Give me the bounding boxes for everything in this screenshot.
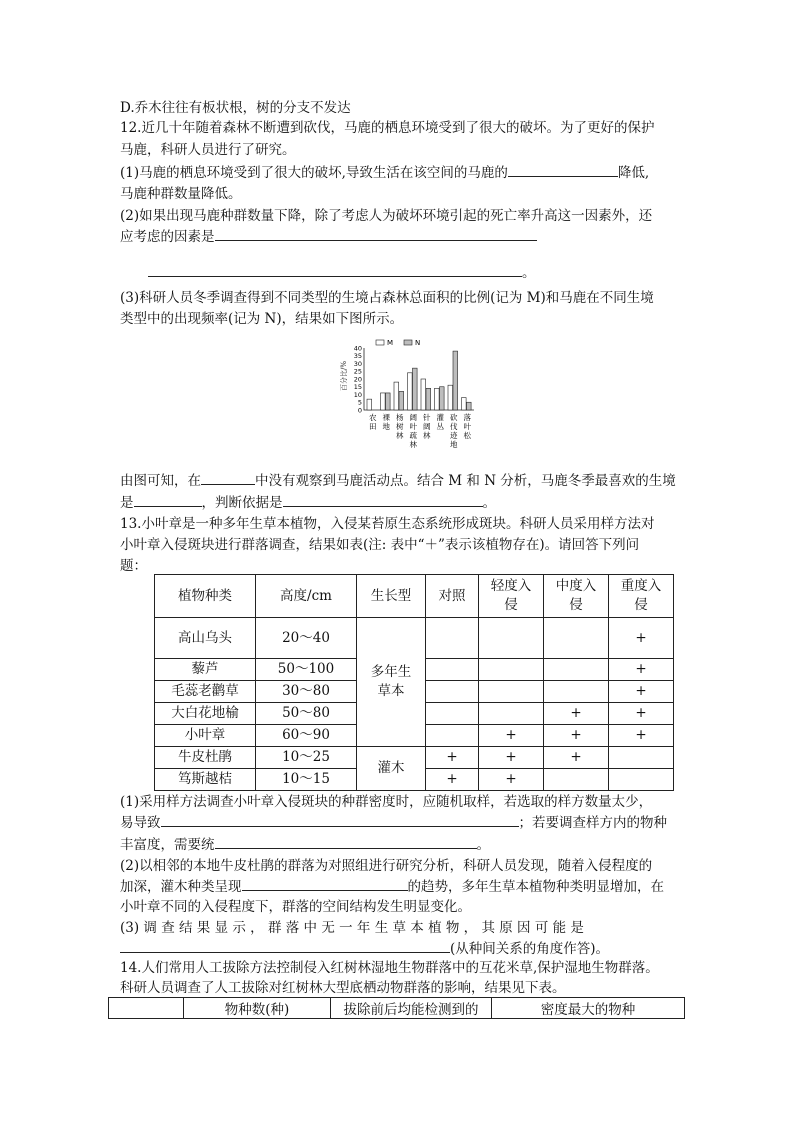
plant-survey-table <box>154 574 674 791</box>
answer-blank[interactable] <box>201 470 255 485</box>
bar-n-5 <box>440 387 445 410</box>
q13-part1-text: 易导致 <box>120 815 161 831</box>
cell-heavy: + <box>609 703 674 725</box>
cell-control <box>426 659 479 681</box>
y-tick-label: 15 <box>353 383 362 392</box>
y-tick-label: 0 <box>357 406 362 415</box>
cell-height: 30～80 <box>256 681 357 703</box>
answer-blank[interactable] <box>215 834 477 849</box>
q14-stem: 14.人们常用人工拔除方法控制侵入红树林湿地生物群落中的互花米草,保护湿地生物群落。 <box>120 960 659 976</box>
bar-n-3 <box>413 368 418 410</box>
legend-label-m: M <box>387 339 394 347</box>
table-row <box>155 618 674 659</box>
bar-n-2 <box>399 391 404 410</box>
answer-blank[interactable] <box>283 492 483 507</box>
cell-height: 10～25 <box>256 747 357 769</box>
table-row <box>155 747 674 769</box>
bar-m-5 <box>435 388 440 410</box>
table-header-row <box>155 575 674 618</box>
cell-height: 60～90 <box>256 725 357 747</box>
cell-control <box>426 618 479 659</box>
q12-stem-cont: 马鹿，科研人员进行了研究。 <box>120 142 296 158</box>
cell-light <box>479 681 544 703</box>
cell-growth: 灌木 <box>357 747 426 791</box>
bar-m-2 <box>394 382 399 410</box>
bar-n-7 <box>467 402 472 410</box>
q13-part2-cont2: 小叶章不同的入侵程度下，群落的空间结构发生明显变化。 <box>120 899 471 915</box>
q12-part2-cont <box>120 226 537 247</box>
cell-name: 小叶章 <box>155 725 256 747</box>
q13-stem: 13.小叶章是一种多年生草本植物，入侵某苔原生态系统形成斑块。科研人员采用样方法对 <box>120 516 655 532</box>
cell-medium <box>544 681 609 703</box>
cell-heavy: + <box>609 725 674 747</box>
bar-n-6 <box>453 351 458 410</box>
q13-part3-text: (从种间关系的角度作答)。 <box>450 941 610 957</box>
y-tick-label: 25 <box>353 367 362 376</box>
bar-n-4 <box>426 388 431 410</box>
cell-control <box>426 703 479 725</box>
cell-light <box>479 703 544 725</box>
q13-part2-cont <box>120 876 664 897</box>
bar-m-4 <box>421 379 426 410</box>
q12-part2-text: 应考虑的因素是 <box>120 229 215 245</box>
q12-part3-q-text3: 是 <box>120 495 134 511</box>
cell-height: 50～80 <box>256 703 357 725</box>
period: 。 <box>476 837 490 853</box>
q12-part1 <box>120 162 649 183</box>
q14-stem-cont: 科研人员调查了人工拔除对红树林大型底栖动物群落的影响，结果见下表。 <box>120 980 566 996</box>
x-tick-label: 灌丛 <box>436 413 444 431</box>
q12-part2: (2)如果出现马鹿种群数量下降，除了考虑人为破坏环境引起的死亡率升高这一因素外，还 <box>120 208 653 224</box>
q13-stem-cont: 小叶章入侵斑块进行群落调查，结果如表(注: 表中“＋”表示该植物存在)。请回答下列问 <box>120 537 640 553</box>
x-tick-label: 落叶松 <box>463 413 471 440</box>
q12-part3-q-text: 由图可知，在 <box>120 473 201 489</box>
period: 。 <box>522 265 536 281</box>
col-header: 轻度入侵 <box>479 575 544 618</box>
cell-light: + <box>479 725 544 747</box>
col-header: 生长型 <box>357 575 426 618</box>
q12-stem: 12.近几十年随着森林不断遭到砍伐，马鹿的栖息环境受到了很大的破坏。为了更好的保护 <box>120 120 655 136</box>
cell-name: 牛皮杜鹃 <box>155 747 256 769</box>
answer-blank[interactable] <box>134 492 202 507</box>
option-d: D.乔木往往有板状根，树的分支不发达 <box>120 100 351 116</box>
cell-light: + <box>479 747 544 769</box>
y-tick-label: 5 <box>357 398 362 407</box>
cell-medium <box>544 769 609 791</box>
q13-part3-cont <box>120 938 609 959</box>
col-header: 密度最大的物种 <box>492 998 685 1019</box>
y-tick-label: 10 <box>353 390 362 399</box>
bar-m-3 <box>408 373 413 410</box>
x-tick-label: 裸地 <box>382 413 390 431</box>
q12-part1-tail: 降低, <box>617 165 650 181</box>
bar-n-1 <box>386 393 391 410</box>
y-axis-label: 百分比/% <box>340 360 348 392</box>
answer-blank[interactable] <box>242 876 408 891</box>
q13-part1-text3: 丰富度，需要统 <box>120 837 215 853</box>
cell-medium <box>544 618 609 659</box>
cell-medium: + <box>544 725 609 747</box>
cell-medium <box>544 659 609 681</box>
q12-part3-q-text4: ，判断依据是 <box>201 495 283 511</box>
cell-control: + <box>426 747 479 769</box>
legend-swatch-m <box>376 340 384 345</box>
legend-label-n: N <box>415 339 421 347</box>
q13-part1: (1)采用样方法调查小叶章入侵斑块的种群密度时，应随机取样，若选取的样方数量太少， <box>120 794 653 810</box>
y-tick-label: 35 <box>353 352 362 361</box>
cell-light: + <box>479 769 544 791</box>
cell-control <box>426 725 479 747</box>
cell-name: 高山乌头 <box>155 618 256 659</box>
bar-m-6 <box>448 385 453 410</box>
cell-name: 大白花地榆 <box>155 703 256 725</box>
answer-blank[interactable] <box>148 262 522 277</box>
x-tick-label: 砍伐迹地 <box>450 413 458 449</box>
cell-heavy: + <box>609 681 674 703</box>
col-header: 对照 <box>426 575 479 618</box>
cell-heavy <box>609 769 674 791</box>
table-header-row <box>109 998 685 1019</box>
cell-heavy: + <box>609 618 674 659</box>
cell-control <box>426 681 479 703</box>
cell-height: 10～15 <box>256 769 357 791</box>
q12-part1-text: (1)马鹿的栖息环境受到了很大的破坏,导致生活在该空间的马鹿的 <box>120 165 508 181</box>
legend-swatch-n <box>404 340 412 345</box>
x-tick-label: 阔叶疏林 <box>409 413 417 449</box>
q12-part1-cont: 马鹿种群数量降低。 <box>120 186 242 202</box>
answer-blank[interactable] <box>161 812 519 827</box>
col-header: 拔除前后均能检测到的 <box>331 998 492 1019</box>
cell-light <box>479 618 544 659</box>
cell-heavy: + <box>609 659 674 681</box>
y-tick-label: 40 <box>353 344 362 353</box>
cell-light <box>479 659 544 681</box>
col-header <box>109 998 184 1019</box>
cell-height: 20～40 <box>256 618 357 659</box>
q13-part1-cont2 <box>120 834 490 855</box>
q12-part3: (3)科研人员冬季调查得到不同类型的生境占森林总面积的比例(记为 M)和马鹿在不同生境 <box>120 290 654 306</box>
cell-name: 笃斯越桔 <box>155 769 256 791</box>
q13-part2-text2: 的趋势，多年生草本植物种类明显增加，在 <box>407 879 664 895</box>
col-header: 物种数(种) <box>184 998 331 1019</box>
q12-part3-question <box>120 470 676 491</box>
cell-heavy <box>609 747 674 769</box>
bar-m-7 <box>462 398 467 410</box>
cell-name: 毛蕊老鹳草 <box>155 681 256 703</box>
q13-part2: (2)以相邻的本地牛皮杜鹃的群落为对照组进行研究分析，科研人员发现，随着入侵程度的 <box>120 858 653 874</box>
col-header: 重度入侵 <box>609 575 674 618</box>
x-tick-label: 针阔林 <box>423 413 431 440</box>
q12-part3-q-text2: 中没有观察到马鹿活动点。结合 M 和 N 分析，马鹿冬季最喜欢的生境 <box>255 473 676 489</box>
q12-part3-cont: 类型中的出现频率(记为 N)，结果如下图所示。 <box>120 311 404 327</box>
answer-blank[interactable] <box>120 938 450 953</box>
q12-part2-blank2 <box>148 262 536 283</box>
x-tick-label: 杨树林 <box>396 413 404 440</box>
x-tick-label: 农田 <box>369 413 377 431</box>
cell-growth: 多年生草本 <box>357 618 426 747</box>
col-header: 植物种类 <box>155 575 256 618</box>
cell-medium: + <box>544 703 609 725</box>
bar-m-0 <box>367 399 372 410</box>
col-header: 中度入侵 <box>544 575 609 618</box>
cell-height: 50～100 <box>256 659 357 681</box>
bar-m-1 <box>381 393 386 410</box>
cell-medium: + <box>544 747 609 769</box>
q12-part3-question-cont <box>120 492 496 513</box>
habitat-bar-chart <box>338 336 478 464</box>
y-tick-label: 20 <box>353 375 362 384</box>
q13-stem-cont2: 题： <box>120 558 147 574</box>
answer-blank[interactable] <box>508 162 618 177</box>
cell-control: + <box>426 769 479 791</box>
q13-part1-cont <box>120 812 667 833</box>
answer-blank[interactable] <box>215 226 537 241</box>
col-header: 高度/cm <box>256 575 357 618</box>
benthic-fauna-table <box>108 997 685 1019</box>
q13-part2-text: 加深，灌木种类呈现 <box>120 879 242 895</box>
period: 。 <box>482 495 496 511</box>
q13-part1-text2: ；若要调查样方内的物种 <box>518 815 667 831</box>
y-tick-label: 30 <box>353 359 362 368</box>
q13-part3: (3) 调 查 结 果 显 示 ， 群 落 中 无 一 年 生 草 本 植 物 ， 其 原 因 可 能 是 <box>120 920 584 936</box>
cell-name: 藜芦 <box>155 659 256 681</box>
